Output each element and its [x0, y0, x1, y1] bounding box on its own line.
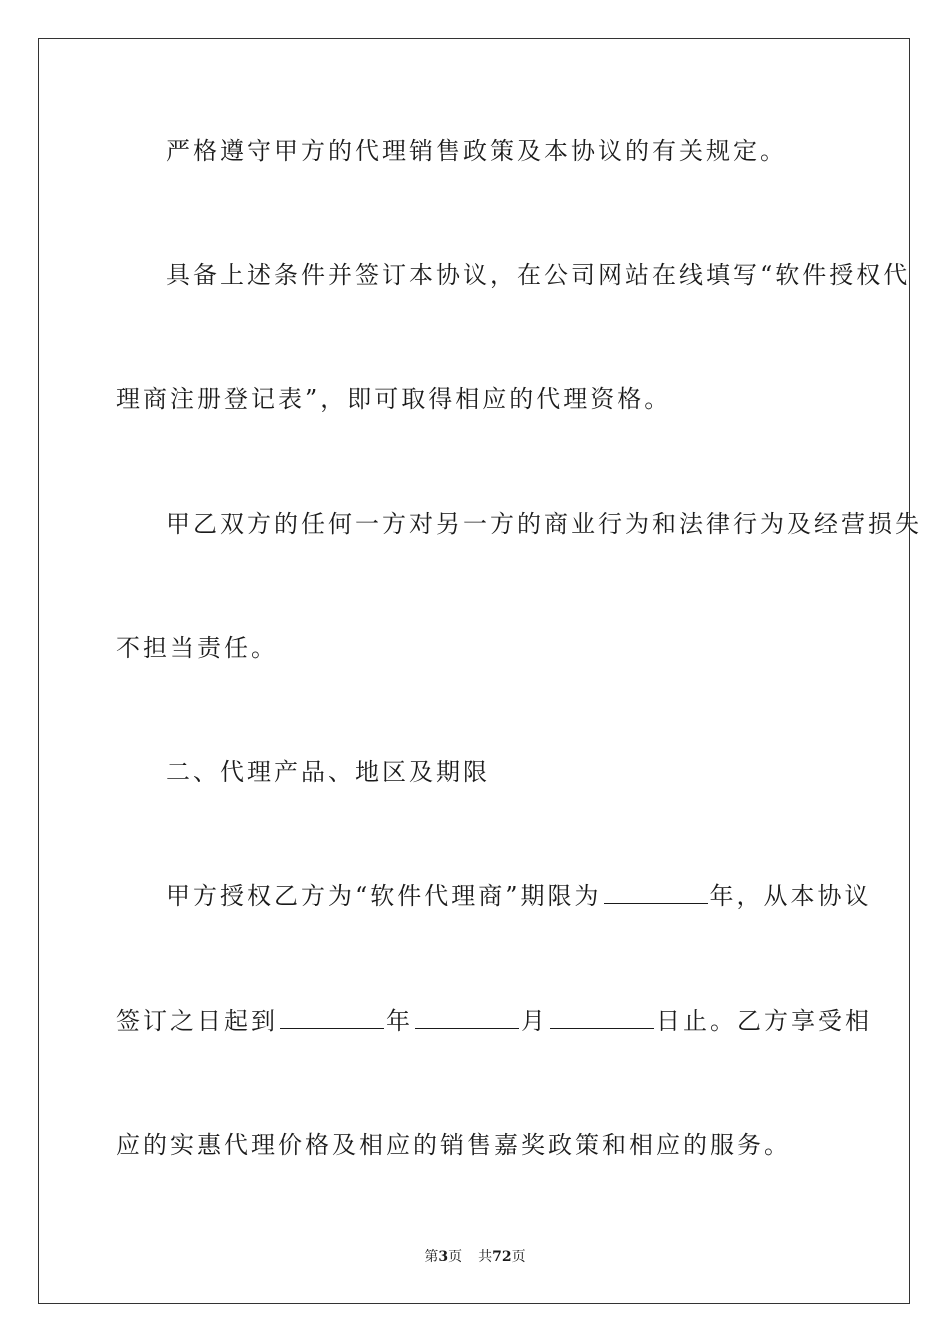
- paragraph-line-4: 甲乙双方的任何一方对另一方的商业行为和法律行为及经营损失: [166, 510, 922, 538]
- paragraph-line-9: 应的实惠代理价格及相应的销售嘉奖政策和相应的服务。: [116, 1131, 791, 1159]
- date-text-end: 日止。乙方享受相: [656, 1007, 872, 1035]
- date-text-a: 签订之日起到: [116, 1007, 278, 1035]
- month-blank: [415, 1006, 519, 1029]
- paragraph-line-1: 严格遵守甲方的代理销售政策及本协议的有关规定。: [166, 137, 787, 165]
- date-text-year: 年: [386, 1007, 413, 1035]
- paragraph-line-7: [166, 880, 872, 912]
- footer-page-suffix: 页: [448, 1249, 463, 1265]
- day-blank: [550, 1006, 654, 1029]
- paragraph-line-5: 不担当责任。: [116, 634, 278, 662]
- date-text-month: 月: [521, 1007, 548, 1035]
- footer-page-prefix: 第: [424, 1249, 439, 1265]
- years-blank: [604, 881, 708, 904]
- year-blank: [280, 1006, 384, 1029]
- page-border: [38, 38, 922, 1304]
- footer-page-number: 3: [438, 1249, 449, 1265]
- section-heading: 二、代理产品、地区及期限: [166, 758, 490, 786]
- page-footer: [0, 1248, 950, 1266]
- footer-total-pages: 72: [492, 1249, 512, 1265]
- footer-total-prefix: 共: [478, 1249, 493, 1265]
- footer-total-suffix: 页: [511, 1249, 526, 1265]
- paragraph-line-3: 理商注册登记表”，即可取得相应的代理资格。: [116, 385, 672, 413]
- paragraph-line-8: [116, 1005, 872, 1037]
- term-text-b: 年，从本协议: [709, 882, 872, 910]
- term-text-a: 甲方授权乙方为“软件代理商”期限为: [166, 882, 602, 910]
- paragraph-line-2: 具备上述条件并签订本协议，在公司网站在线填写“软件授权代: [166, 261, 911, 289]
